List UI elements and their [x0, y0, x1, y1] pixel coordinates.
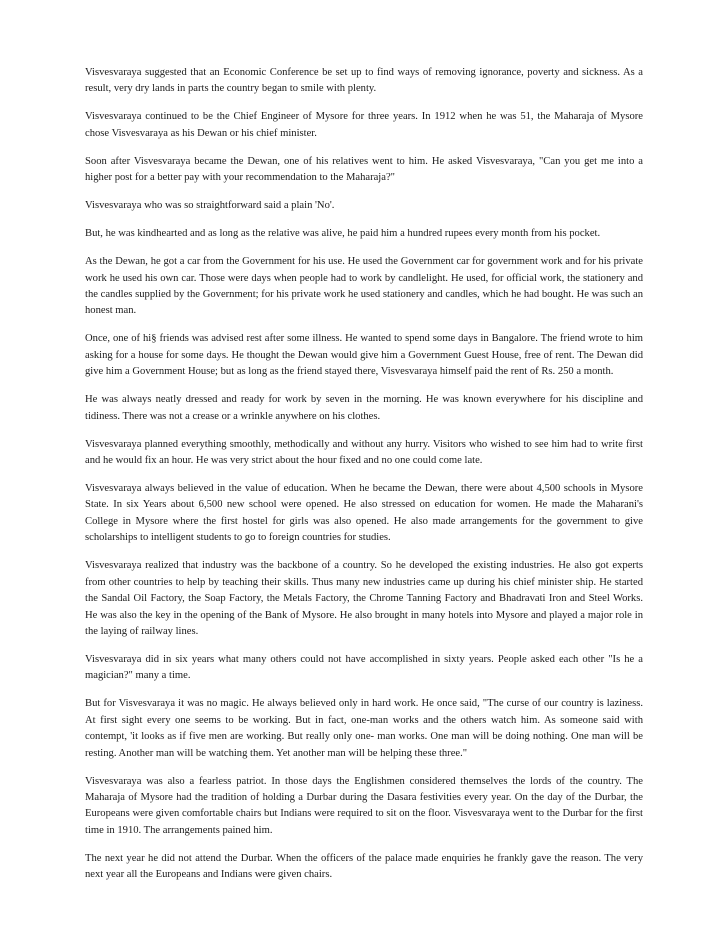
paragraph-magician: Visvesvaraya did in six years what many others could not have accomplished in sixty years. People asked each other "Is he a magician?" many a time.: [85, 653, 643, 682]
paragraph-chief-engineer: Visvesvaraya continued to be the Chief Engineer of Mysore for three years. In 1912 when he was 51, the Maharaja of Mysore chose Visvesvaraya as his Dewan or his chief minister.: [85, 111, 643, 139]
paragraph-durbar-chairs: The next year he did not attend the Durbar. When the officers of the palace made enquiries he frankly gave the reason. The very next year all the Europeans and Indians were given chairs.: [85, 852, 643, 881]
paragraph-education: Visvesvaraya always believed in the value of education. When he became the Dewan, there were about 4,500 schools in Mysore State. In six Years about 6,500 new school were opened. He also stressed on education for women. He made the Maharani's College in Mysore where the first hostel for girls was also opened. He also made arrangements for the government to give scholarships to intelligent students to go to foreign countries for studies.: [85, 483, 643, 544]
paragraph-kindhearted: But, he was kindhearted and as long as the relative was alive, he paid him a hundred rupees every month from his pocket.: [85, 228, 601, 240]
paragraph-planning: Visvesvaraya planned everything smoothly, methodically and without any hurry. Visitors who wished to see him had to write first and he would fix an hour. He was very strict about the hour fixed and no one could come late.: [85, 438, 643, 467]
paragraph-government-car: As the Dewan, he got a car from the Government for his use. He used the Government car for government work and for his private work he used his own car. Those were days when people had to work by candlelight. He used, for official work, the stationery and the candles supplied by the Government; for his private work he used stationery and candles, which he had bought. He was such an honest man.: [85, 256, 643, 317]
paragraph-industry: Visvesvaraya realized that industry was the backbone of a country. So he developed the existing industries. He also got experts from other countries to help by teaching their skills. Thus many new industries came up during his chief minister ship. He started the Sandal Oil Factory, the Soap Factory, the Metals Factory, the Chrome Tanning Factory and Bhadravati Iron and Steel Works. He was also the key in the opening of the Bank of Mysore. He also brought in many hotels into Mysore and played a major role in the laying of railway lines.: [85, 560, 643, 637]
paragraph-economic-conference: Visvesvaraya suggested that an Economic Conference be set up to find ways of removing ignorance, poverty and sickness. As a result, very dry lands in parts the country began to smile with plenty.: [85, 67, 643, 95]
paragraph-hard-work: But for Visvesvaraya it was no magic. He always believed only in hard work. He once said, "The curse of our country is laziness. At first sight every one seems to be working. But in fact, one-man works and the others watch him. As someone said with contempt, 'it looks as if five men are working. But really only one- man works. One man will be doing nothing. One man will be resting. Another man will be watching them. Yet another man will be helping these three.": [85, 698, 643, 759]
paragraph-plain-no: Visvesvaraya who was so straightforward said a plain 'No'.: [85, 200, 335, 212]
paragraph-relative-request: Soon after Visvesvaraya became the Dewan, one of his relatives went to him. He asked Visvesvaraya, "Can you get me into a higher post for a better pay with your recommendation to the Maharaja?": [85, 155, 643, 184]
paragraph-neatly-dressed: He was always neatly dressed and ready for work by seven in the morning. He was known everywhere for his discipline and tidiness. There was not a crease or a wrinkle anywhere on his clothes.: [85, 394, 643, 422]
document-page: [85, 65, 643, 895]
paragraph-friend-house: Once, one of hi§ friends was advised rest after some illness. He wanted to spend some days in Bangalore. The friend wrote to him asking for a house for some days. He thought the Dewan would give him a Government Guest House, free of rent. The Dewan did give him a Government House; but as long as the friend stayed there, Visvesvaraya himself paid the rent of Rs. 250 a month.: [85, 333, 643, 378]
paragraph-patriot: Visvesvaraya was also a fearless patriot. In those days the Englishmen considered themselves the lords of the country. The Maharaja of Mysore had the tradition of holding a Durbar during the Dasara festivities every year. On the day of the Durbar, the Europeans were given comfortable chairs but Indians were required to sit on the floor. Visvesvaraya went to the Durbar for the first time in 1910. The arrangements pained him.: [85, 775, 643, 836]
